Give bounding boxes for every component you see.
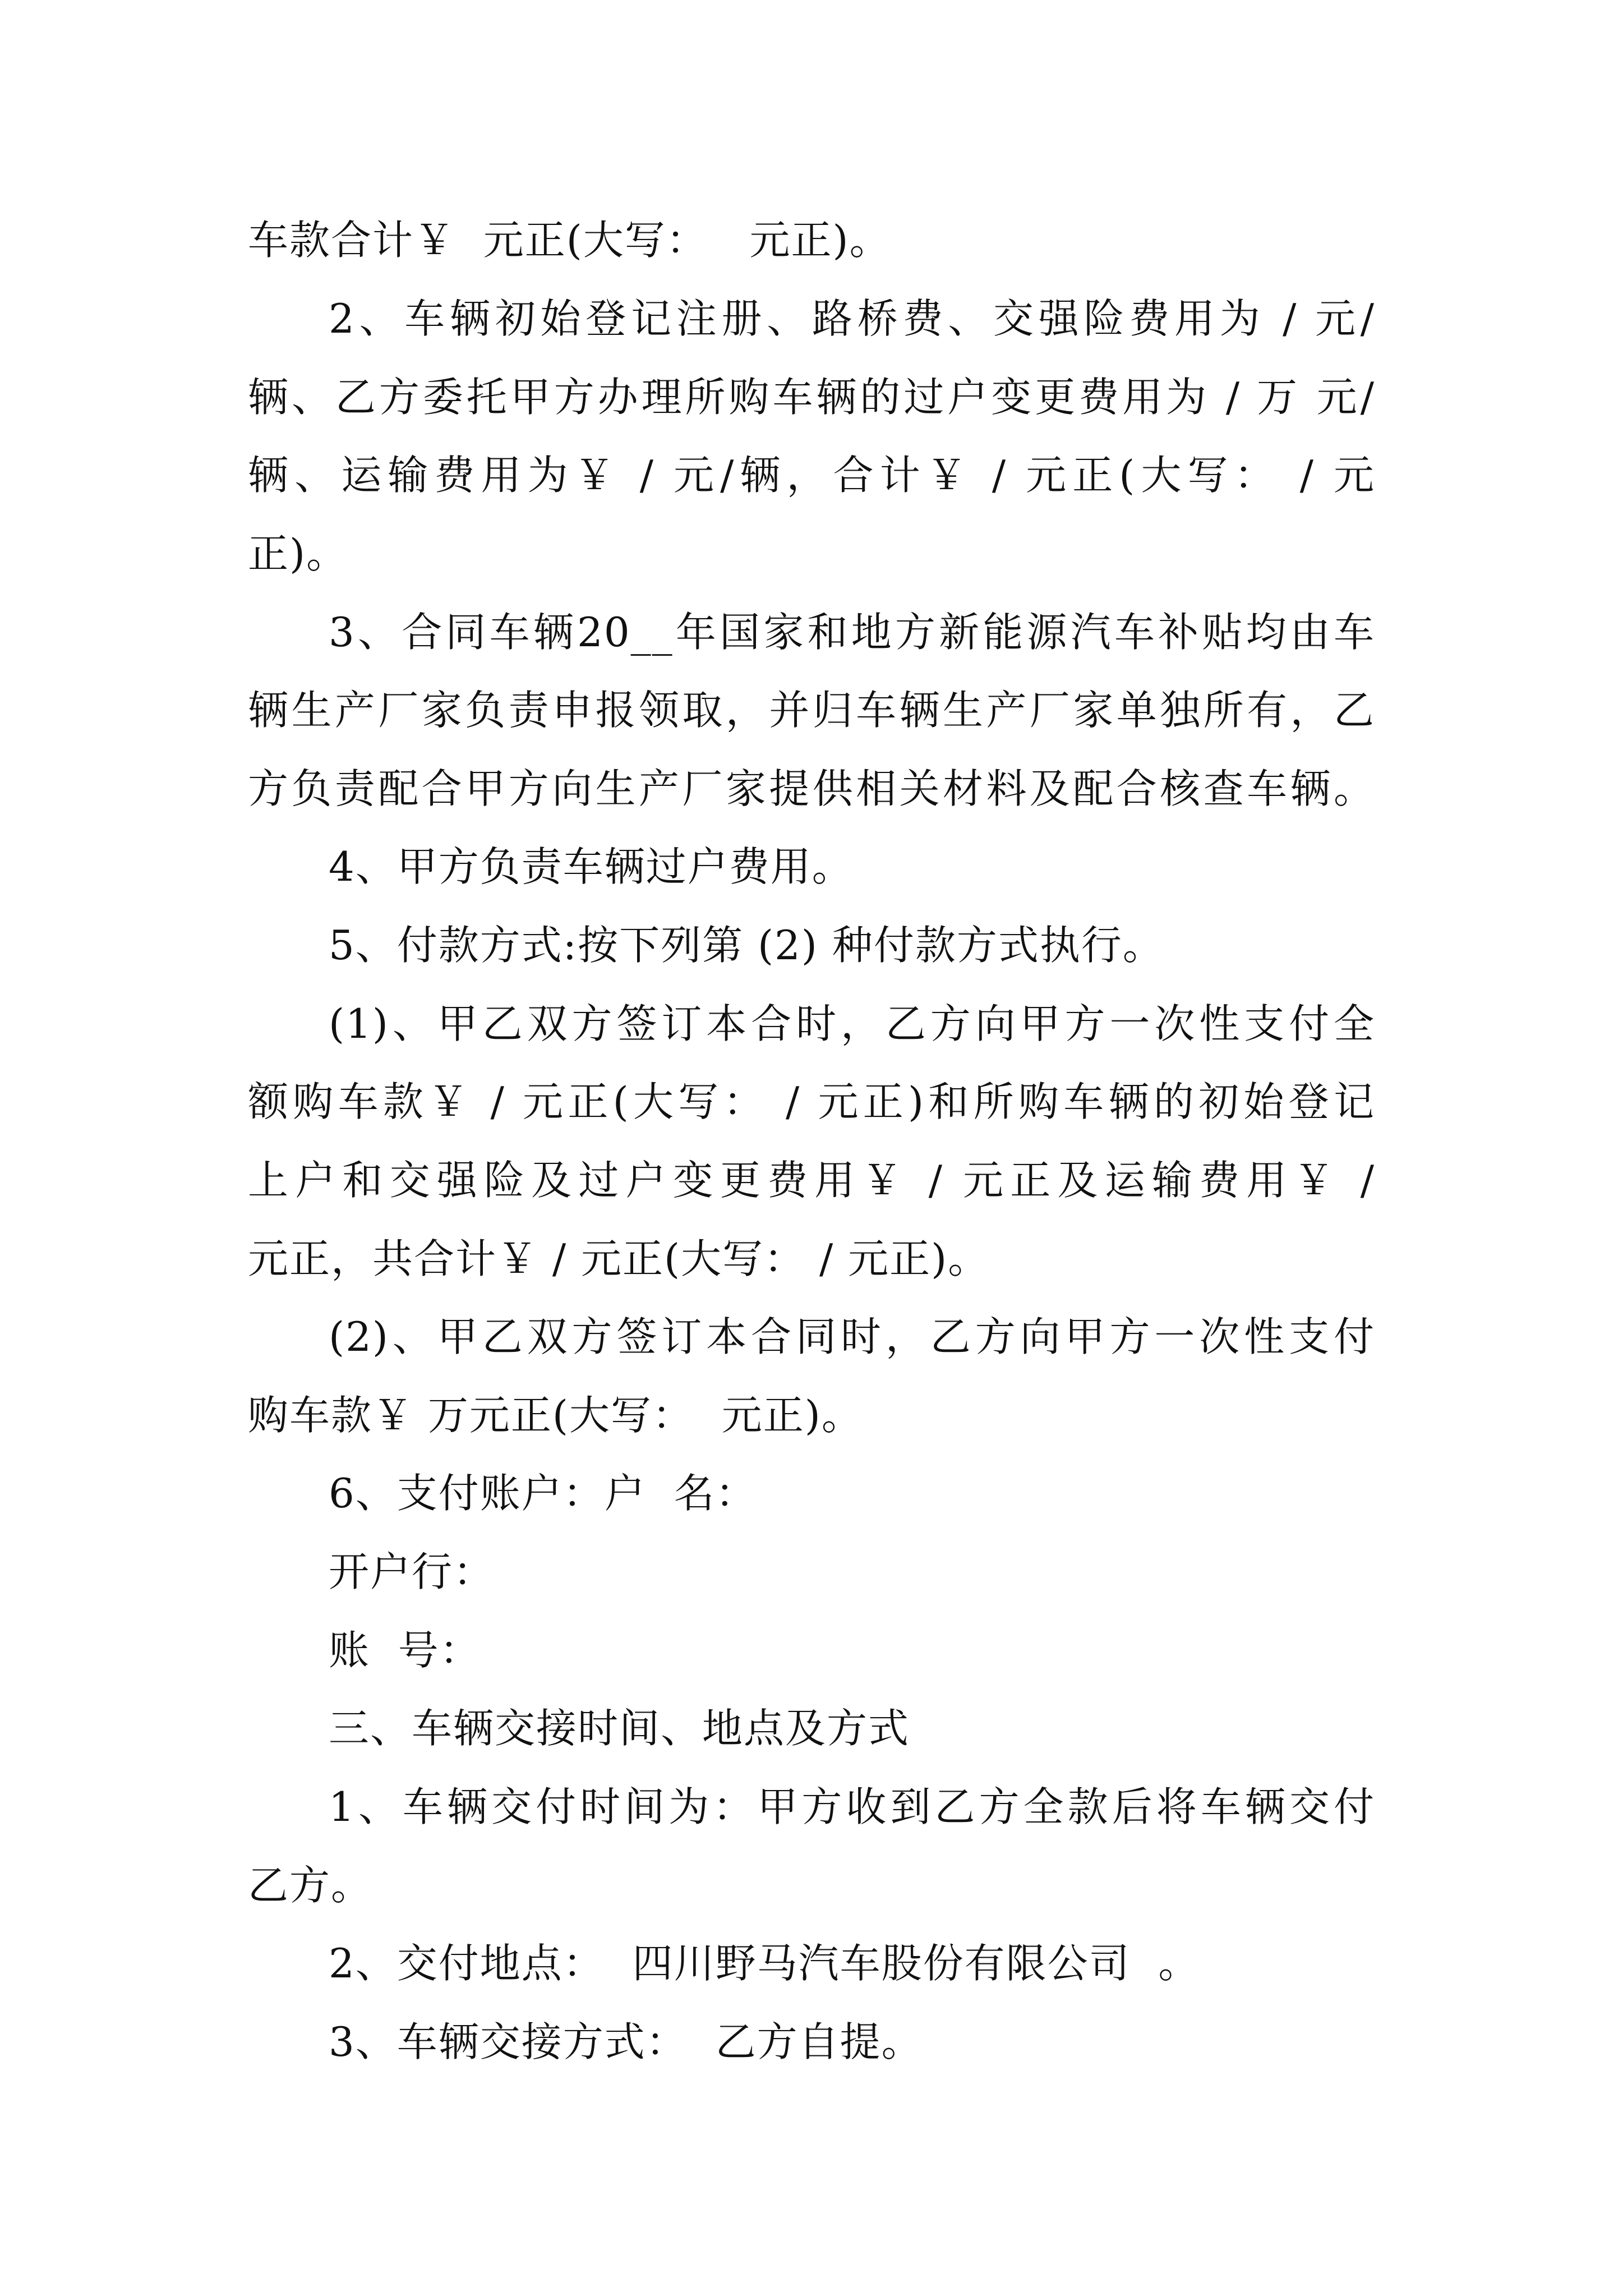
text-line: 方负责配合甲方向生产厂家提供相关材料及配合核查车辆。	[248, 765, 1375, 812]
text-line: 三、车辆交接时间、地点及方式	[329, 1705, 910, 1752]
text-line: 辆、乙方委托甲方办理所购车辆的过户变更费用为 / 万 元/	[248, 374, 1375, 421]
text-line: 辆、运输费用为￥ / 元/辆，合计￥ / 元正(大写： / 元	[248, 452, 1375, 499]
text-line: 上户和交强险及过户变更费用￥ / 元正及运输费用￥ /	[248, 1157, 1375, 1204]
text-line: 5、付款方式:按下列第 (2) 种付款方式执行。	[329, 922, 1164, 969]
text-line: 辆生产厂家负责申报领取，并归车辆生产厂家单独所有，乙	[248, 687, 1375, 734]
text-line: 2、交付地点： 四川野马汽车股份有限公司 。	[329, 1940, 1200, 1987]
text-line: (1)、甲乙双方签订本合时，乙方向甲方一次性支付全	[329, 1000, 1375, 1047]
text-line: 1、车辆交付时间为：甲方收到乙方全款后将车辆交付	[329, 1783, 1375, 1830]
text-line: 账 号：	[329, 1627, 481, 1674]
text-line: 正)。	[248, 530, 348, 577]
text-line: 3、合同车辆20__年国家和地方新能源汽车补贴均由车	[329, 609, 1375, 656]
text-line: 车款合计￥ 元正(大写： 元正)。	[248, 217, 891, 264]
text-line: 购车款￥ 万元正(大写： 元正)。	[248, 1392, 863, 1439]
text-line: 元正，共合计￥ / 元正(大写： / 元正)。	[248, 1235, 990, 1282]
text-line: 额购车款￥ / 元正(大写： / 元正)和所购车辆的初始登记	[248, 1078, 1375, 1125]
text-line: 乙方。	[248, 1862, 373, 1909]
text-line: 2、车辆初始登记注册、路桥费、交强险费用为 / 元/	[329, 295, 1375, 342]
text-line: 4、甲方负责车辆过户费用。	[329, 843, 854, 890]
text-line: 开户行：	[329, 1548, 495, 1595]
text-line: 6、支付账户：户 名：	[329, 1470, 757, 1517]
text-line: (2)、甲乙双方签订本合同时，乙方向甲方一次性支付	[329, 1313, 1375, 1360]
text-line: 3、车辆交接方式： 乙方自提。	[329, 2018, 923, 2065]
